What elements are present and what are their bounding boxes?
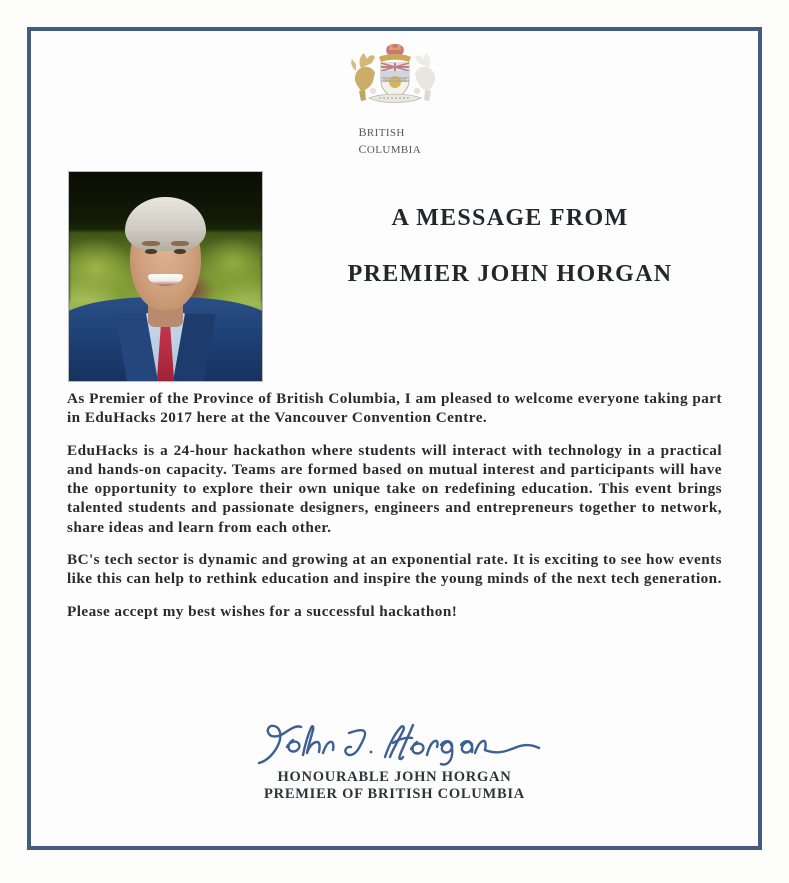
photo-eye-right xyxy=(174,249,186,254)
heading-premier-name: PREMIER JOHN HORGAN xyxy=(347,261,673,287)
photo-eye-left xyxy=(145,249,157,254)
photo-eyebrow-right xyxy=(171,241,188,246)
signature-title-line: PREMIER OF BRITISH COLUMBIA xyxy=(263,786,525,802)
signature-block xyxy=(31,717,758,803)
bc-coat-of-arms-icon xyxy=(343,41,447,117)
body-paragraph-2: EduHacks is a 24-hour hackathon where students will interact with technology in a practical and hands-on capacity. Teams are formed based on mutual interest and participants will have the opportunity to explore their own unique take on redefining education. This event brings talented students and passionate designers, engineers and entrepreneurs together to network, share ideas and learn from each other. xyxy=(67,441,722,536)
letterhead xyxy=(31,41,758,157)
letter-content xyxy=(31,31,758,846)
wordmark-line-columbia: columbia xyxy=(358,138,422,157)
heading-message-from: A MESSAGE FROM xyxy=(391,205,629,231)
body-paragraph-1: As Premier of the Province of British Columbia, I am pleased to welcome everyone taking part in EduHacks 2017 here at the Vancouver Convention Centre. xyxy=(67,390,722,427)
british-columbia-wordmark xyxy=(343,123,447,157)
photo-eyebrow-left xyxy=(142,241,159,246)
signature-name-line: HONOURABLE JOHN HORGAN xyxy=(277,769,512,785)
page-title xyxy=(262,203,758,289)
letter-body xyxy=(67,389,722,621)
body-paragraph-4: Please accept my best wishes for a successful hackathon! xyxy=(67,602,458,620)
portrait-photo-premier-john-horgan xyxy=(69,172,262,381)
wordmark-line-british: british xyxy=(358,121,405,140)
handwritten-signature-john-horgan xyxy=(245,717,545,769)
body-paragraph-3: BC's tech sector is dynamic and growing at an exponential rate. It is exciting to see how events like this can help to rethink education and inspire the young minds of the next tech generation. xyxy=(67,551,722,588)
